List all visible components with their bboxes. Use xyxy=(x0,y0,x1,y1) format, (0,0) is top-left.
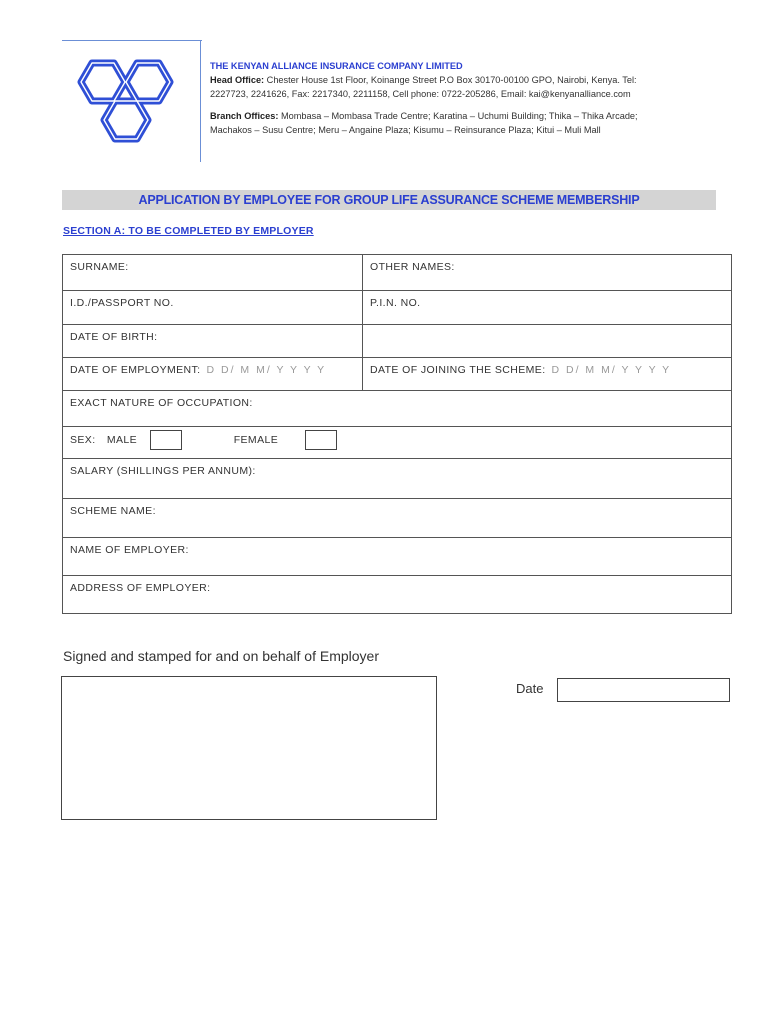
surname-field[interactable] xyxy=(63,255,363,290)
surname-label: SURNAME: xyxy=(70,261,129,273)
date-label: Date xyxy=(516,681,544,696)
section-a-heading: SECTION A: TO BE COMPLETED BY EMPLOYER xyxy=(63,225,314,237)
employer-address-field[interactable] xyxy=(63,576,731,613)
pin-label: P.I.N. NO. xyxy=(370,297,421,309)
date-employment-placeholder: D D/ M M/ Y Y Y Y xyxy=(206,364,327,376)
sex-label: SEX: xyxy=(70,433,96,446)
form-row-salary xyxy=(63,458,731,498)
form-row-scheme xyxy=(63,498,731,537)
company-details xyxy=(210,59,730,137)
salary-field[interactable] xyxy=(63,459,731,498)
occupation-label: EXACT NATURE OF OCCUPATION: xyxy=(70,397,253,409)
branch-line1 xyxy=(210,109,730,123)
dob-label: DATE OF BIRTH: xyxy=(70,331,158,343)
form-row-employer-name xyxy=(63,537,731,575)
female-checkbox[interactable] xyxy=(305,430,337,450)
form-row-sex xyxy=(63,426,731,458)
id-passport-label: I.D./PASSPORT NO. xyxy=(70,297,174,309)
branch-label: Branch Offices: xyxy=(210,111,279,121)
other-names-label: OTHER NAMES: xyxy=(370,261,455,273)
company-name: THE KENYAN ALLIANCE INSURANCE COMPANY LIMITED xyxy=(210,61,463,71)
signature-box[interactable] xyxy=(61,676,437,820)
date-employment-label: DATE OF EMPLOYMENT: xyxy=(70,364,201,376)
date-joining-label: DATE OF JOINING THE SCHEME: xyxy=(370,364,546,376)
dob-field[interactable] xyxy=(63,325,363,357)
male-checkbox[interactable] xyxy=(150,430,182,450)
scheme-name-label: SCHEME NAME: xyxy=(70,505,156,517)
form-title: APPLICATION BY EMPLOYEE FOR GROUP LIFE ASSURANCE SCHEME MEMBERSHIP xyxy=(62,190,716,210)
signature-label: Signed and stamped for and on behalf of Employer xyxy=(63,648,379,664)
scheme-name-field[interactable] xyxy=(63,499,731,537)
form-row-dob xyxy=(63,324,731,357)
branch-list: Mombasa – Mombasa Trade Centre; Karatina – Uchumi Building; Thika – Thika Arcade; xyxy=(278,111,638,121)
date-joining-placeholder: D D/ M M/ Y Y Y Y xyxy=(551,364,672,376)
blank-field xyxy=(363,325,731,357)
employer-address-label: ADDRESS OF EMPLOYER: xyxy=(70,582,211,594)
sex-field xyxy=(63,427,731,458)
company-logo xyxy=(62,40,202,162)
employer-form xyxy=(62,254,732,614)
employer-name-label: NAME OF EMPLOYER: xyxy=(70,544,189,556)
head-office-line2: 2227723, 2241626, Fax: 2217340, 2211158, Cell phone: 0722-205286, Email: kai@kenyanalliance.com xyxy=(210,89,631,99)
id-passport-field[interactable] xyxy=(63,291,363,324)
pin-field[interactable] xyxy=(363,291,731,324)
employer-name-field[interactable] xyxy=(63,538,731,575)
form-row-occupation xyxy=(63,390,731,426)
head-office-address: Chester House 1st Floor, Koinange Street P.O Box 30170-00100 GPO, Nairobi, Kenya. Tel: xyxy=(264,75,637,85)
date-employment-field[interactable] xyxy=(63,358,363,390)
head-office-label: Head Office: xyxy=(210,75,265,85)
form-row-names xyxy=(63,255,731,290)
female-label: FEMALE xyxy=(233,433,279,446)
form-row-id xyxy=(63,290,731,324)
other-names-field[interactable] xyxy=(363,255,731,290)
form-row-employer-address xyxy=(63,575,731,613)
salary-label: SALARY (SHILLINGS PER ANNUM): xyxy=(70,465,256,477)
form-row-dates xyxy=(63,357,731,390)
male-label: MALE xyxy=(106,433,138,446)
branch-line2: Machakos – Susu Centre; Meru – Angaine Plaza; Kisumu – Reinsurance Plaza; Kitui – Muli Mall xyxy=(210,125,601,135)
date-joining-field[interactable] xyxy=(363,358,731,390)
occupation-field[interactable] xyxy=(63,391,731,426)
head-office-line1 xyxy=(210,73,730,87)
date-input[interactable] xyxy=(557,678,730,702)
